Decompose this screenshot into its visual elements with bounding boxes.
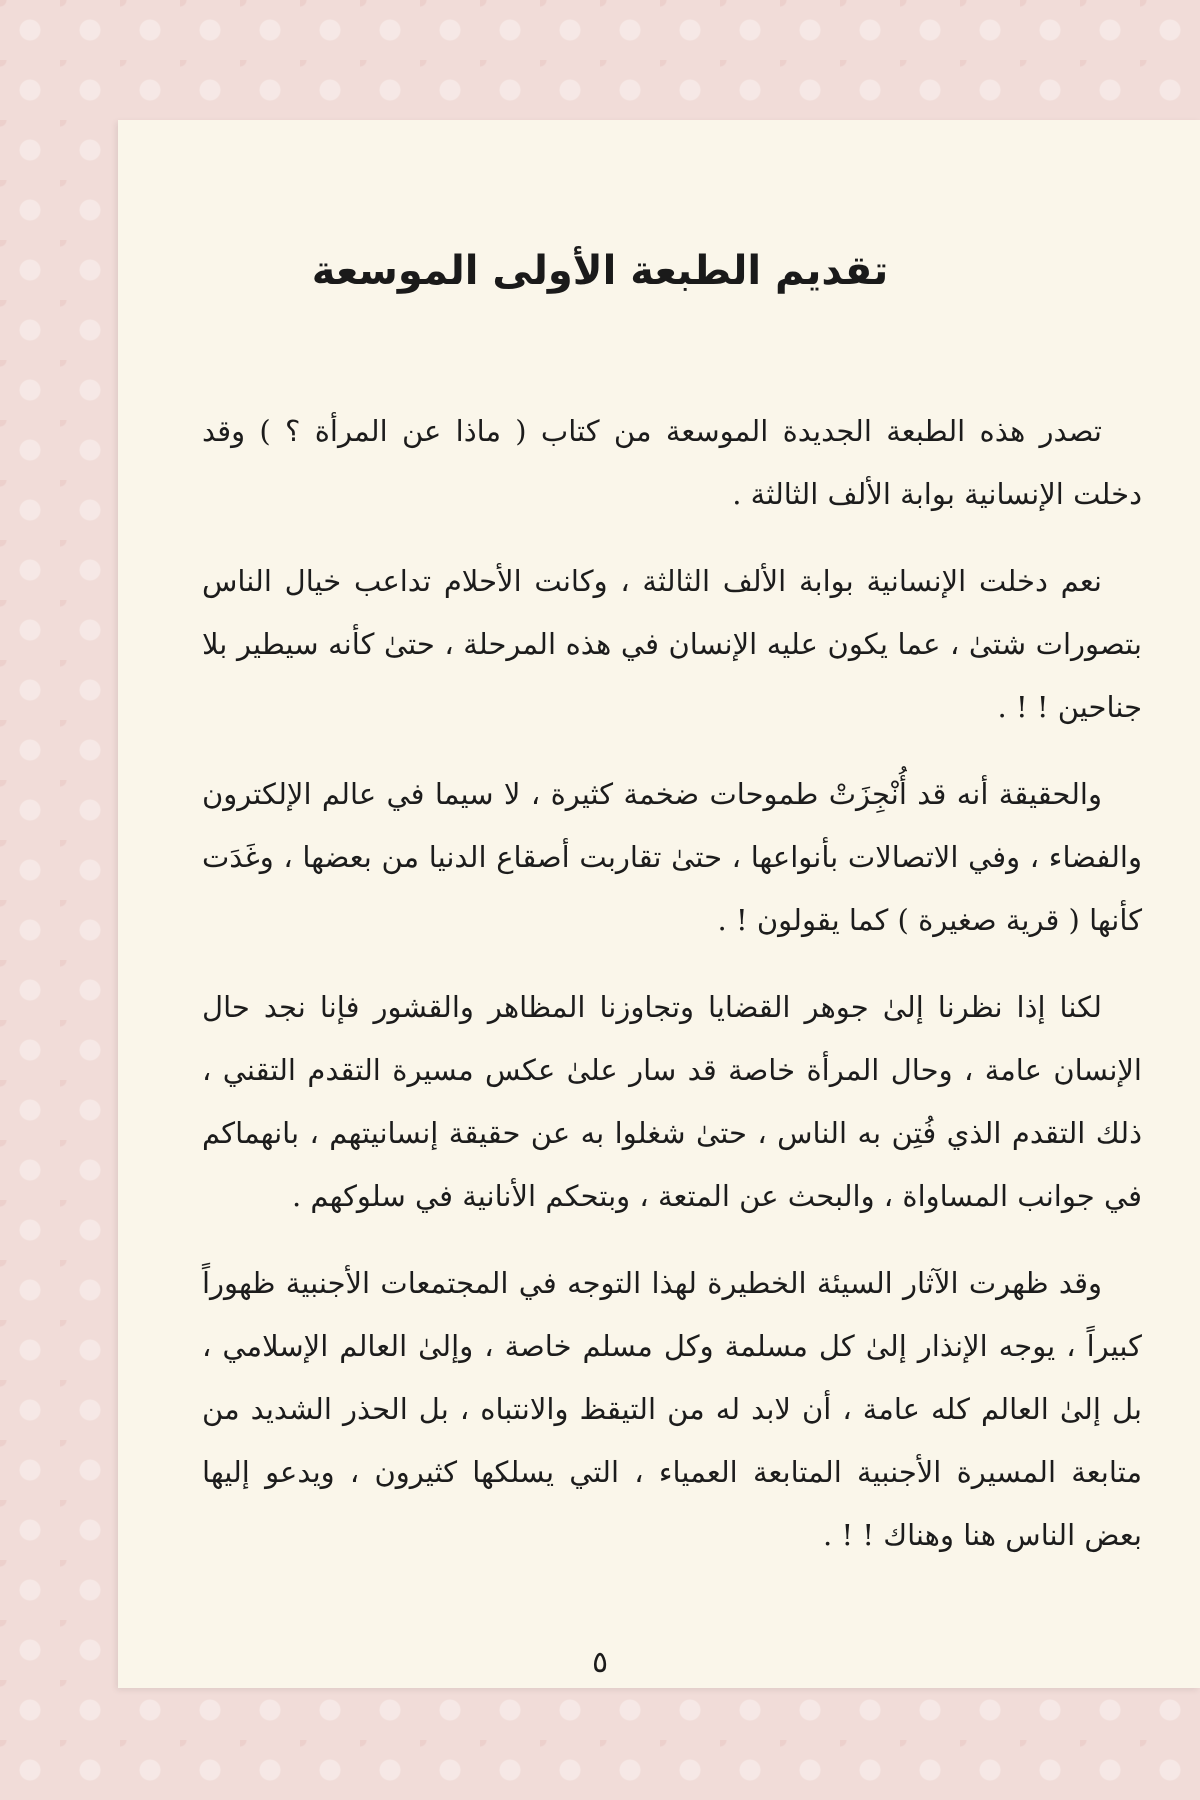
paragraph: لكنا إذا نظرنا إلىٰ جوهر القضايا وتجاوزنا المظاهر والقشور فإنا نجد حال الإنسان عامة ، وحال المرأة خاصة قد سار علىٰ عكس مسيرة التقدم التقني ، ذلك التقدم الذي فُتِن به الناس ، حتىٰ شغلوا به عن حقيقة إنسانيتهم ، بانهماكم في جوانب المساواة ، والبحث عن المتعة ، وبتحكم الأنانية في سلوكهم . [202, 990, 1142, 1213]
paragraph: والحقيقة أنه قد أُنْجِزَتْ طموحات ضخمة كثيرة ، لا سيما في عالم الإلكترون والفضاء ، وفي الاتصالات بأنواعها ، حتىٰ تقاربت أصقاع الدنيا من بعضها ، وغَدَت كأنها ( قرية صغيرة ) كما يقولون ! . [202, 777, 1142, 937]
body-text [202, 400, 1142, 1591]
paragraph: تصدر هذه الطبعة الجديدة الموسعة من كتاب ( ماذا عن المرأة ؟ ) وقد دخلت الإنسانية بوابة الألف الثالثة . [202, 414, 1142, 511]
paragraph: نعم دخلت الإنسانية بوابة الألف الثالثة ، وكانت الأحلام تداعب خيال الناس بتصورات شتىٰ ، عما يكون عليه الإنسان في هذه المرحلة ، حتىٰ كأنه سيطير بلا جناحين ! ! . [202, 564, 1142, 724]
page-title: تقديم الطبعة الأولى الموسعة [311, 248, 889, 294]
paragraph: وقد ظهرت الآثار السيئة الخطيرة لهذا التوجه في المجتمعات الأجنبية ظهوراً كبيراً ، يوجه الإنذار إلىٰ كل مسلمة وكل مسلم خاصة ، وإلىٰ العالم الإسلامي ، بل إلىٰ العالم كله عامة ، أن لابد له من التيقظ والانتباه ، بل الحذر الشديد من متابعة المسيرة الأجنبية المتابعة العمياء ، التي يسلكها كثيرون ، ويدعو إليها بعض الناس هنا وهناك ! ! . [202, 1266, 1142, 1552]
page-number: ٥ [591, 1645, 609, 1680]
